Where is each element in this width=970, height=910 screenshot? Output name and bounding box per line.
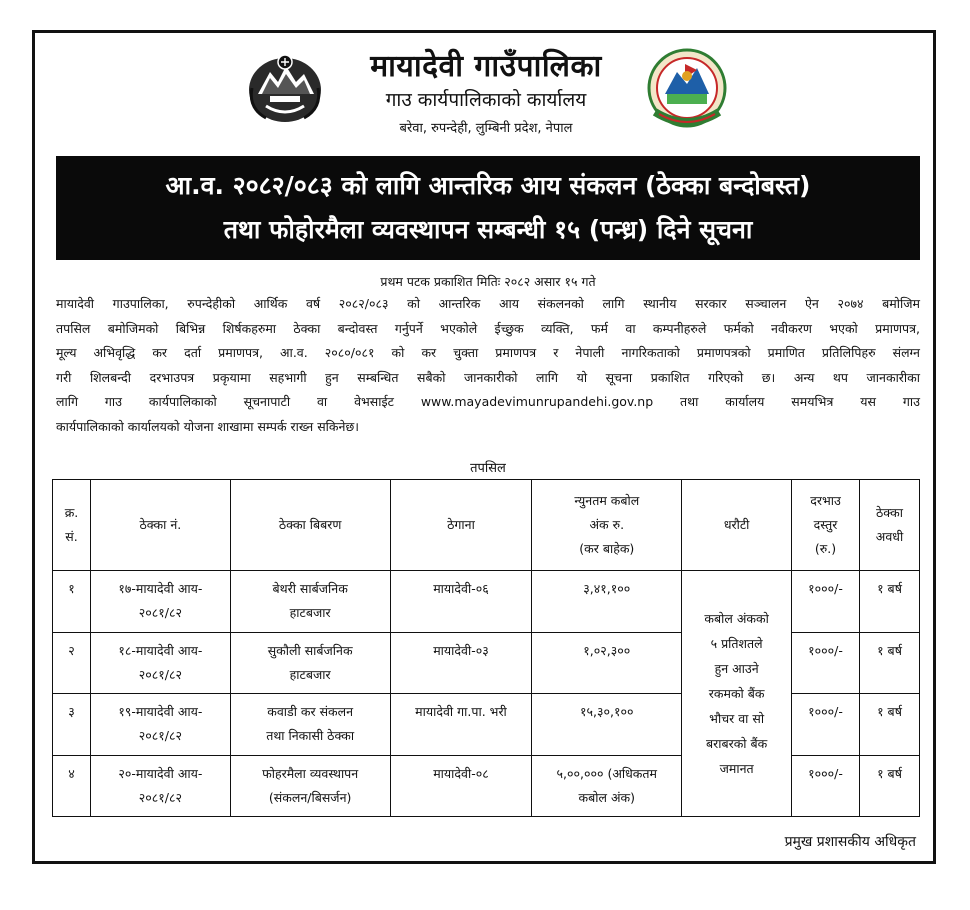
cell-line: कबोल अंक) [578, 789, 635, 805]
header-fee-line: दरभाउ [810, 493, 841, 508]
header-sn [53, 480, 91, 571]
cell-line: ३,४१,१०० [583, 581, 631, 596]
notice-title-line-1: आ.व. २०८२/०८३ को लागि आन्तरिक आय संकलन (ठेक्का बन्दोबस्त) [165, 171, 811, 200]
cell-deposit [682, 571, 792, 817]
cell-line: फोहरमैला व्यवस्थापन [262, 765, 359, 781]
body-line: लागि गाउ कार्यपालिकाको सूचनापाटी वा वेभसाईट www.mayadevimunrupandehi.gov.np तथा कार्यालय समयभित्र यस गाउ [56, 394, 920, 409]
schedule-title: तपसिल [470, 461, 506, 476]
header-description: ठेक्का बिबरण [230, 480, 390, 571]
cell-min-bid [532, 632, 682, 694]
header-deposit: धरौटी [682, 480, 792, 571]
header-min-bid [532, 480, 682, 571]
header-sn-line: क्र. [64, 505, 79, 520]
cell-line: बेथरी सार्बजनिक [272, 581, 348, 596]
cell-location: मायादेवी-०३ [390, 632, 532, 694]
cell-min-bid [532, 571, 682, 633]
publication-date: प्रथम पटक प्रकाशित मितिः २०८२ असार १५ गते [380, 274, 596, 289]
municipality-logo-icon [645, 46, 729, 132]
nepal-government-emblem-icon [244, 48, 326, 128]
signatory-title: प्रमुख प्रशासकीय अधिकृत [784, 834, 916, 850]
notice-body [56, 292, 920, 439]
deposit-line: जमानत [719, 761, 754, 776]
cell-period: १ बर्ष [860, 694, 920, 756]
cell-line: १७-मायादेवी आय- [118, 581, 203, 596]
header-min-bid-line: न्युनतम कबोल [574, 493, 640, 508]
header-sn-line: सं. [65, 529, 78, 544]
cell-fee: १०००/- [792, 571, 860, 633]
cell-description [230, 755, 390, 817]
cell-line: २०८१/८२ [138, 605, 182, 620]
body-line: मूल्य अभिवृद्धि कर दर्ता प्रमाणपत्र, आ.व. २०८०/०८१ को कर चुक्ता प्रमाणपत्र र नेपाली नागरिकताको प्रमाणपत्रको प्रमाणित प्रतिलिपिहरु संलग्न [56, 345, 920, 360]
cell-line: २०८१/८२ [138, 728, 182, 743]
cell-min-bid [532, 755, 682, 817]
header-contract-no: ठेक्का नं. [90, 480, 230, 571]
cell-contract-no [90, 632, 230, 694]
contract-schedule-table [52, 479, 920, 817]
deposit-line: बराबरको बैंक [705, 736, 768, 751]
cell-fee: १०००/- [792, 755, 860, 817]
header-min-bid-line: (कर बाहेक) [579, 541, 635, 556]
body-line: गरी शिलबन्दी दरभाउपत्र प्रकृयामा सहभागी हुन सम्बन्धित सबैको जानकारीको लागि यो सूचना प्रकाशित गरिएको छ। अन्य थप जानकारीका [56, 369, 920, 385]
cell-location: मायादेवी गा.पा. भरी [390, 694, 532, 756]
deposit-line: कबोल अंकको [704, 611, 769, 626]
cell-line: (संकलन/बिसर्जन) [268, 789, 352, 805]
cell-line: १,०२,३०० [583, 642, 631, 658]
cell-line: ५,००,००० (अधिकतम [556, 765, 658, 781]
cell-sn: १ [53, 571, 91, 633]
cell-line: हाटबजार [289, 666, 331, 682]
header-period-line: ठेक्का [876, 505, 903, 520]
notice-title-banner [56, 156, 920, 260]
cell-line: १५,३०,१०० [580, 704, 634, 719]
cell-line: १८-मायादेवी आय- [118, 642, 203, 658]
cell-sn: ३ [53, 694, 91, 756]
cell-line: सुकौली सार्बजनिक [267, 642, 353, 658]
cell-contract-no [90, 694, 230, 756]
cell-min-bid [532, 694, 682, 756]
cell-line: १९-मायादेवी आय- [118, 704, 203, 719]
cell-description [230, 632, 390, 694]
header-location: ठेगाना [390, 480, 532, 571]
cell-line: २०८१/८२ [138, 789, 182, 805]
deposit-line: हुन आउने [714, 661, 759, 676]
header-fee-line: (रु.) [814, 541, 837, 556]
cell-sn: २ [53, 632, 91, 694]
header-fee [792, 480, 860, 571]
cell-period: १ बर्ष [860, 755, 920, 817]
table-header-row [53, 480, 920, 571]
cell-line: हाटबजार [289, 605, 331, 620]
header-min-bid-line: अंक रु. [589, 517, 625, 532]
body-line: मायादेवी गाउपालिका, रुपन्देहीको आर्थिक वर्ष २०८२/०८३ को आन्तरिक आय संकलनको लागि स्थानीय सरकार सञ्चालन ऐन २०७४ बमोजिम [56, 296, 920, 311]
cell-period: १ बर्ष [860, 632, 920, 694]
body-line: कार्यपालिकाको कार्यालयको योजना शाखामा सम्पर्क राख्न सकिनेछ। [56, 418, 359, 434]
body-line: तपसिल बमोजिमको बिभिन्न शिर्षकहरुमा ठेक्का बन्दोवस्त गर्नुपर्ने भएकोले ईच्छुक व्यक्ति, फर्म वा कम्पनीहरुले फर्मको नवीकरण भएको प्रमाणपत्र, [56, 320, 920, 336]
cell-description [230, 571, 390, 633]
notice-title-line-2: तथा फोहोरमैला व्यवस्थापन सम्बन्धी १५ (पन्ध्र) दिने सूचना [223, 215, 753, 244]
deposit-line: भौचर वा सो [709, 711, 765, 726]
org-name: मायादेवी गाउँपालिका [370, 49, 602, 84]
header-period-line: अवधी [875, 529, 904, 544]
deposit-line: ५ प्रतिशतले [710, 636, 763, 651]
header-fee-line: दस्तुर [813, 517, 838, 532]
cell-line: २०-मायादेवी आय- [118, 765, 203, 781]
table-row [53, 571, 920, 633]
cell-location: मायादेवी-०६ [390, 571, 532, 633]
cell-location: मायादेवी-०८ [390, 755, 532, 817]
cell-line: कवाडी कर संकलन [267, 704, 354, 719]
office-name: गाउ कार्यपालिकाको कार्यालय [385, 89, 587, 111]
cell-sn: ४ [53, 755, 91, 817]
cell-line: २०८१/८२ [138, 666, 182, 682]
cell-fee: १०००/- [792, 694, 860, 756]
cell-fee: १०००/- [792, 632, 860, 694]
cell-line: तथा निकासी ठेक्का [266, 728, 355, 743]
deposit-line: रकमको बैंक [708, 686, 765, 701]
cell-period: १ बर्ष [860, 571, 920, 633]
header-period [860, 480, 920, 571]
cell-contract-no [90, 755, 230, 817]
cell-contract-no [90, 571, 230, 633]
cell-description [230, 694, 390, 756]
org-address: बरेवा, रुपन्देही, लुम्बिनी प्रदेश, नेपाल [399, 121, 573, 136]
